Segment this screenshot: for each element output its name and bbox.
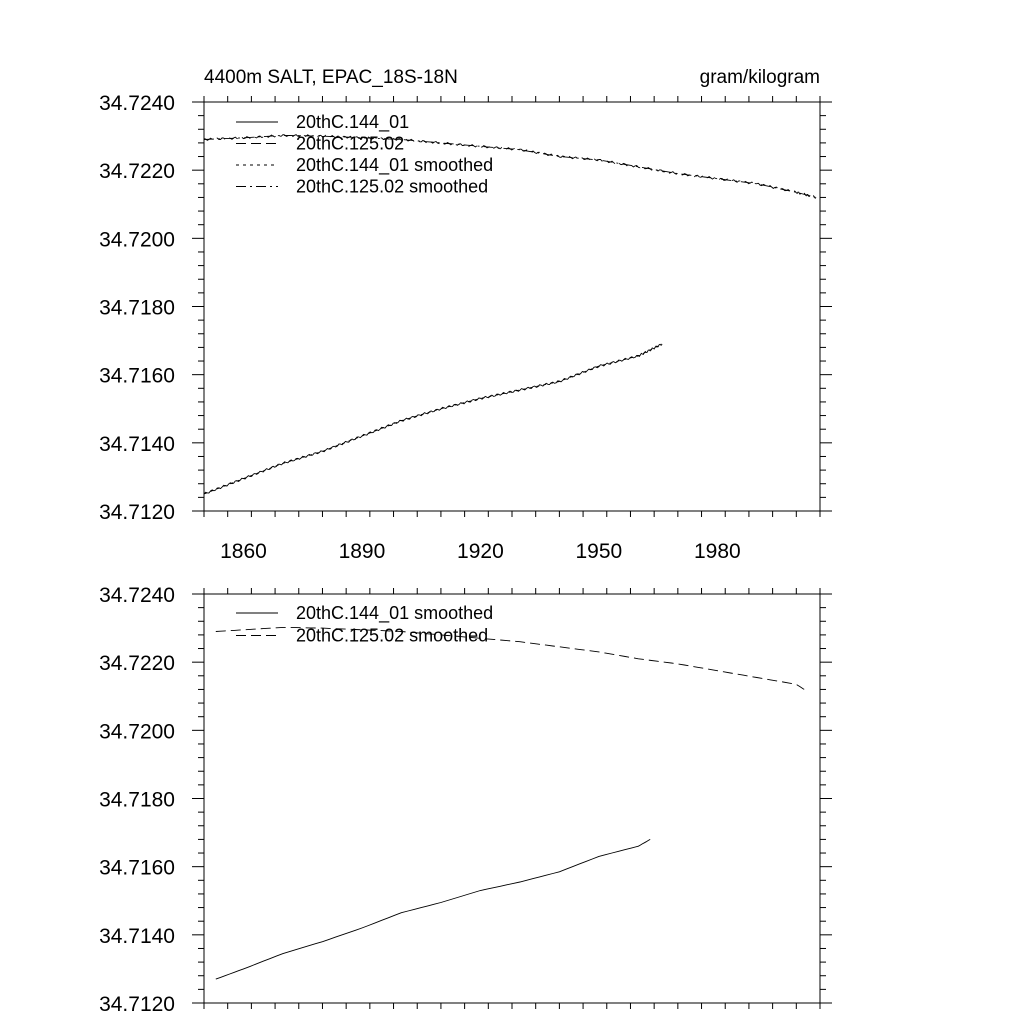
y-tick-label: 34.7160 <box>99 856 175 880</box>
legend-label: 20thC.144_01 <box>296 112 410 132</box>
y-tick-label: 34.7220 <box>99 652 175 676</box>
series-line-3 <box>204 344 662 494</box>
bottom-panel <box>99 584 832 1016</box>
y-tick-label: 34.7140 <box>99 432 175 456</box>
legend-label: 20thC.144_01 smoothed <box>296 155 494 175</box>
y-tick-label: 34.7120 <box>99 993 175 1016</box>
y-tick-label: 34.7240 <box>99 92 175 115</box>
y-tick-label: 34.7200 <box>99 228 175 252</box>
legend-label: 20thC.125.02 smoothed <box>296 176 489 197</box>
y-tick-label: 34.7180 <box>99 788 175 812</box>
legend-label: 20thC.125.02 smoothed <box>296 625 489 646</box>
series-line-1 <box>204 344 662 494</box>
plot-frame <box>204 594 820 1003</box>
y-tick-label: 34.7220 <box>99 160 175 184</box>
x-tick-label: 1980 <box>693 540 741 563</box>
y-tick-label: 34.7160 <box>99 364 175 388</box>
chart-title: 4400m SALT, EPAC_18S-18N <box>204 67 458 88</box>
legend-label: 20thC.125.02 <box>296 133 405 154</box>
legend-label: 20thC.144_01 smoothed <box>296 603 494 623</box>
x-tick-label: 1950 <box>575 540 623 563</box>
y-tick-label: 34.7200 <box>99 720 175 744</box>
series-line-1 <box>216 839 650 979</box>
y-tick-label: 34.7180 <box>99 296 175 320</box>
y-tick-label: 34.7120 <box>99 501 175 524</box>
top-panel <box>99 92 832 563</box>
y-tick-label: 34.7140 <box>99 924 175 948</box>
units-label: gram/kilogram <box>699 67 820 88</box>
y-tick-label: 34.7240 <box>99 584 175 607</box>
x-tick-label: 1920 <box>457 540 504 563</box>
x-tick-label: 1860 <box>220 540 267 563</box>
x-tick-label: 1890 <box>338 540 386 563</box>
